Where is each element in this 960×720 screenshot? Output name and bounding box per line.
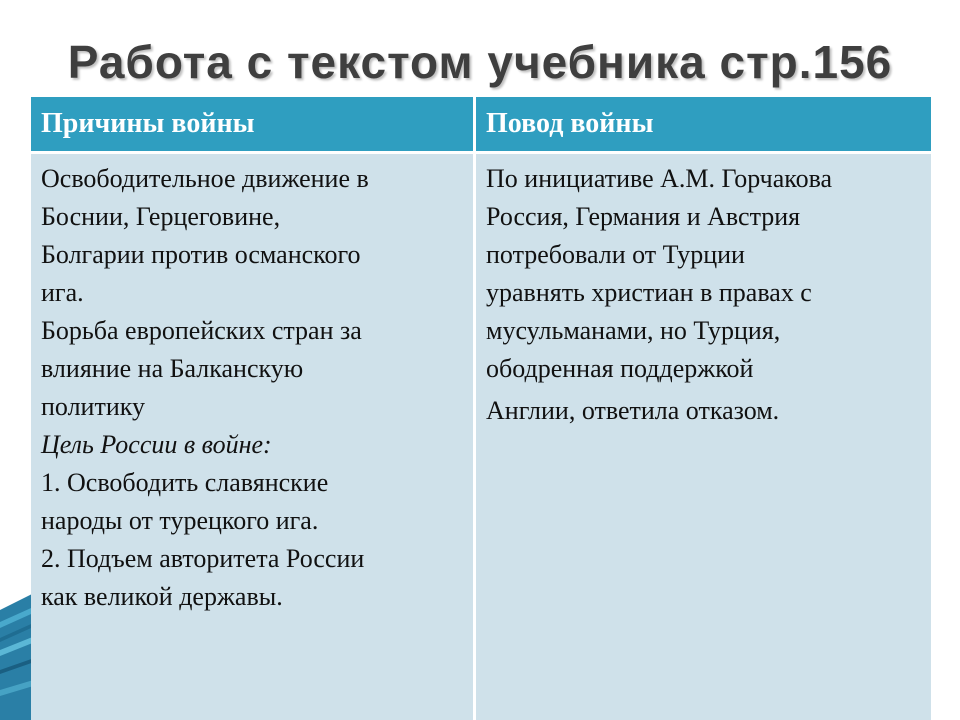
pretext-line: уравнять христиан в правах с [486,278,812,307]
goal-line: народы от турецкого ига. [41,506,319,535]
pretext-line: По инициативе А.М. Горчакова [486,164,833,193]
pretext-line: мусульманами, но Турция, [486,316,781,345]
goal-line: как великой державы. [41,582,283,611]
pretext-line: Россия, Германия и Австрия [486,202,801,231]
causes-line: Боснии, Герцеговине, [41,202,281,231]
pretext-line: потребовали от Турции [486,240,745,269]
header-causes: Причины войны [31,97,473,151]
pretext-column [476,97,931,720]
causes-column [31,97,473,720]
causes-line: Борьба европейских стран за [41,316,362,345]
causes-line: Болгарии против османского [41,240,361,269]
pretext-cell [476,154,931,720]
causes-line: политику [41,392,145,421]
header-pretext: Повод войны [476,97,931,151]
slide-title: Работа с текстом учебника стр.156 [67,36,893,88]
causes-cell [31,154,473,720]
goal-line: 1. Освободить славянские [41,468,329,497]
pretext-line: Англии, ответила отказом. [486,396,780,425]
goal-heading: Цель России в войне: [41,430,272,459]
causes-line: ига. [41,278,84,307]
causes-line: Освободительное движение в [41,164,369,193]
pretext-line: ободренная поддержкой [486,354,754,383]
comparison-table [31,97,931,720]
causes-line: влияние на Балканскую [41,354,304,383]
goal-line: 2. Подъем авторитета России [41,544,365,573]
